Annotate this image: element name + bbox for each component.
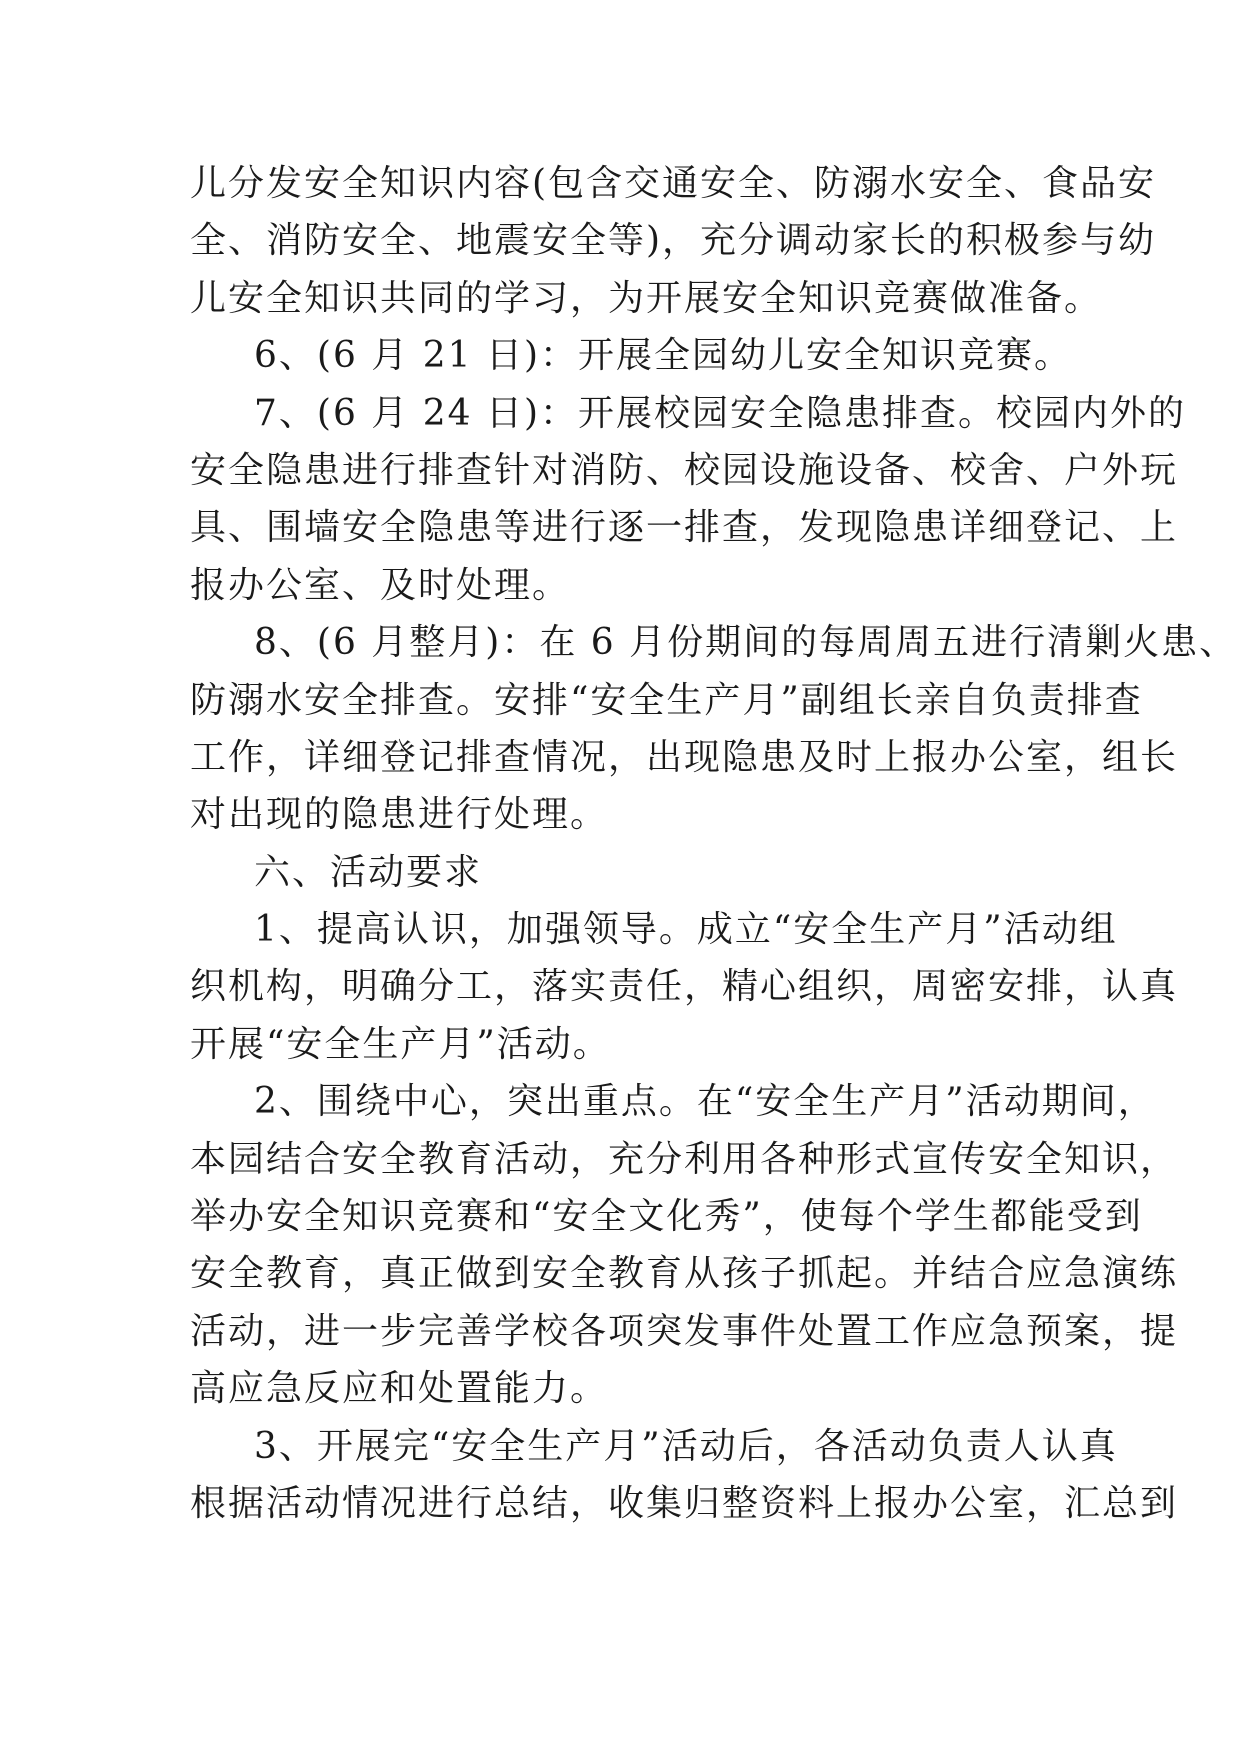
- text-line: 具、围墙安全隐患等进行逐一排查，发现隐患详细登记、上: [190, 507, 1179, 549]
- text-line: 7、(6 月 24 日)：开展校园安全隐患排查。校园内外的: [254, 392, 1187, 434]
- text-line: 报办公室、及时处理。: [190, 564, 571, 606]
- text-line: 高应急反应和处置能力。: [190, 1368, 609, 1410]
- document-body: [190, 155, 1238, 1532]
- text-line: 3、开展完“安全生产月”活动后，各活动负责人认真: [254, 1425, 1118, 1467]
- text-line: 1、提高认识，加强领导。成立“安全生产月”活动组: [254, 909, 1118, 951]
- text-line: 举办安全知识竞赛和“安全文化秀”，使每个学生都能受到: [190, 1196, 1143, 1238]
- text-line: 2、围绕中心，突出重点。在“安全生产月”活动期间，: [254, 1081, 1156, 1123]
- text-line: 对出现的隐患进行处理。: [190, 794, 609, 836]
- text-line: 根据活动情况进行总结，收集归整资料上报办公室，汇总到: [190, 1482, 1179, 1524]
- text-line: 8、(6 月整月)：在 6 月份期间的每周周五进行清剿火患、: [254, 622, 1238, 664]
- text-line: 全、消防安全、地震安全等)，充分调动家长的积极参与幼: [190, 220, 1157, 262]
- text-line: 本园结合安全教育活动，充分利用各种形式宣传安全知识，: [190, 1138, 1179, 1180]
- text-line: 六、活动要求: [254, 851, 483, 893]
- text-line: 防溺水安全排查。安排“安全生产月”副组长亲自负责排查: [190, 679, 1143, 721]
- text-line: 活动，进一步完善学校各项突发事件处置工作应急预案，提: [190, 1310, 1179, 1352]
- text-line: 开展“安全生产月”活动。: [190, 1023, 611, 1065]
- text-line: 织机构，明确分工，落实责任，精心组织，周密安排，认真: [190, 966, 1179, 1008]
- text-line: 儿分发安全知识内容(包含交通安全、防溺水安全、食品安: [190, 163, 1157, 204]
- text-line: 工作，详细登记排查情况，出现隐患及时上报办公室，组长: [190, 736, 1179, 778]
- text-line: 6、(6 月 21 日)：开展全园幼儿安全知识竞赛。: [254, 335, 1073, 377]
- text-line: 安全隐患进行排查针对消防、校园设施设备、校舍、户外玩: [190, 449, 1179, 491]
- text-line: 安全教育，真正做到安全教育从孩子抓起。并结合应急演练: [190, 1253, 1179, 1295]
- text-line: 儿安全知识共同的学习，为开展安全知识竞赛做准备。: [190, 277, 1103, 319]
